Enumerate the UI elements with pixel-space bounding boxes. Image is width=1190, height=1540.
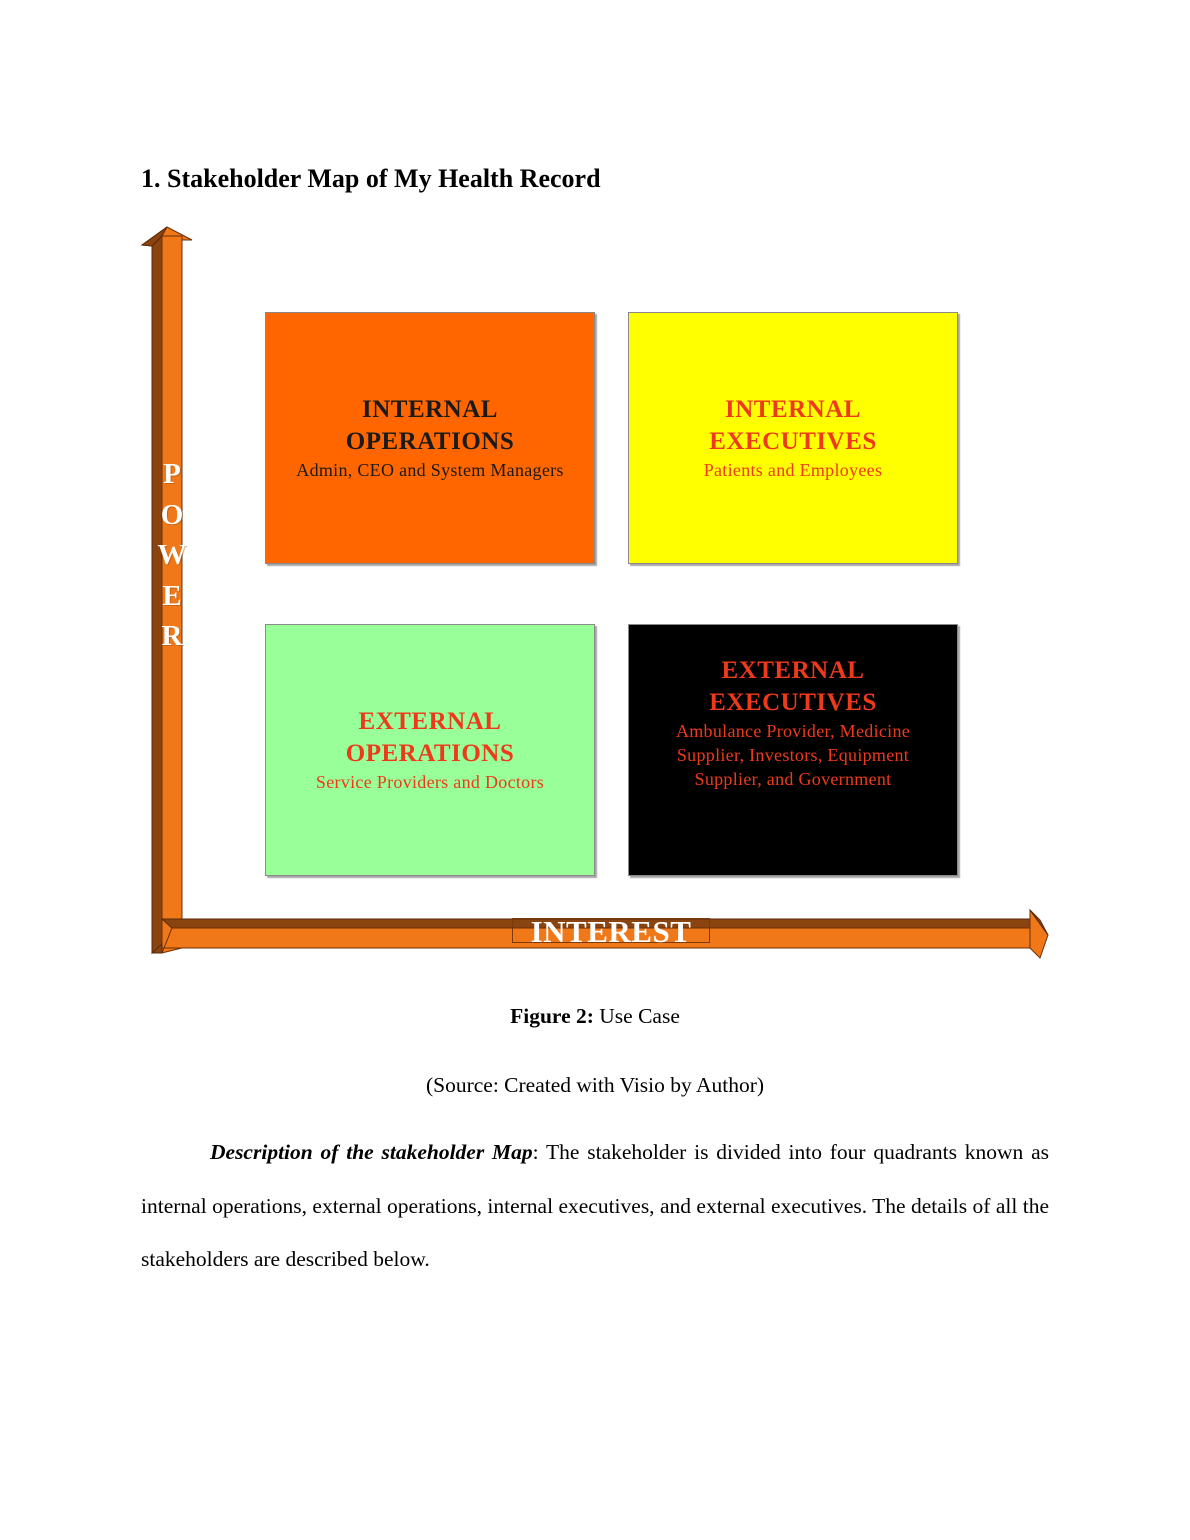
quadrant-subtitle: Ambulance Provider, Medicine Supplier, Investors, Equipment Supplier, and Government <box>675 721 911 789</box>
power-axis-label <box>155 454 189 657</box>
figure-caption <box>0 1002 1190 1030</box>
quadrant-title: INTERNAL EXECUTIVES <box>709 396 877 455</box>
power-letter: R <box>161 620 183 652</box>
quadrant-title: INTERNAL OPERATIONS <box>345 396 515 455</box>
quadrant-subtitle: Admin, CEO and System Managers <box>296 460 564 480</box>
power-letter: O <box>160 498 184 531</box>
section-heading: 1. Stakeholder Map of My Health Record <box>141 164 601 193</box>
description-paragraph <box>141 1126 1049 1287</box>
power-letter: W <box>157 539 187 571</box>
figure-source: (Source: Created with Visio by Author) <box>425 1073 765 1097</box>
power-letter: P <box>163 458 181 490</box>
power-letter: E <box>162 579 182 612</box>
quadrant-external-executives <box>628 624 958 876</box>
quadrant-internal-operations <box>265 312 595 564</box>
paragraph-lead: Description of the stakeholder Map <box>210 1140 533 1164</box>
quadrant-subtitle: Service Providers and Doctors <box>315 772 545 792</box>
quadrant-internal-executives <box>628 312 958 564</box>
interest-axis-label: INTEREST <box>512 918 710 943</box>
quadrant-title: EXTERNAL OPERATIONS <box>345 708 515 767</box>
quadrant-title: EXTERNAL EXECUTIVES <box>709 657 877 716</box>
paragraph-body: : The stakeholder is divided into four quadrants known as internal operations, external operations, internal executives, and external executives. The details of all the stakeholders are described below. <box>141 1140 1049 1271</box>
quadrant-external-operations <box>265 624 595 876</box>
figure-title: Use Case <box>593 1004 680 1028</box>
figure-label: Figure 2: <box>510 1004 594 1028</box>
quadrant-subtitle: Patients and Employees <box>703 460 883 480</box>
